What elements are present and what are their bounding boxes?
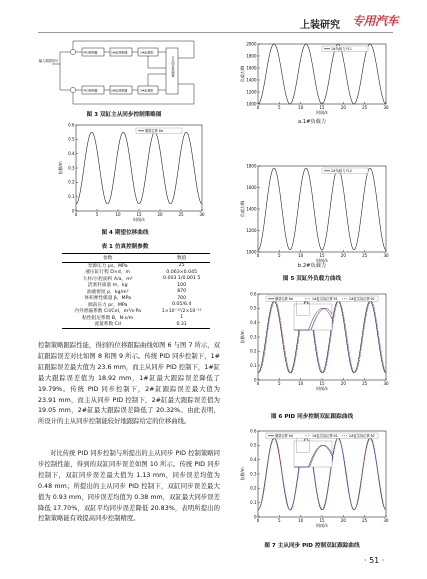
table-cell: 流量系数 Cd [62, 321, 153, 328]
x-axis-label: 时间/s [316, 523, 328, 528]
x-tick-label: 5 [95, 212, 99, 217]
y-axis-label: 负载力/N [240, 200, 245, 218]
x-tick-label: 25 [362, 518, 368, 523]
y-tick-label: 1400 [246, 206, 257, 212]
y-tick-label: 1600 [246, 184, 257, 190]
x-tick-label: 15 [319, 105, 325, 110]
y-tick-label: 0.4 [68, 151, 75, 157]
x-tick-label: 25 [362, 381, 368, 386]
series-line-load [258, 168, 386, 250]
y-tick-label: 0.6 [250, 291, 257, 297]
table-cell: 泵源压力 ps，MPa [87, 263, 128, 269]
legend-label: 1#缸实际位移 θ1 [312, 297, 338, 301]
y-tick-label: 0 [71, 208, 75, 214]
table-cell: 100 [177, 282, 187, 288]
table-header-row [62, 254, 210, 263]
fig5b-chart [232, 160, 392, 266]
y-tick-label: 0.4 [250, 320, 257, 326]
x-tick-label: 30 [383, 105, 389, 110]
y-tick-label: 0.1 [250, 363, 257, 369]
x-tick-label: 0 [256, 105, 260, 110]
legend-label: 1#缸实际位移 θ1 [312, 434, 338, 438]
table-row [62, 321, 210, 328]
x-tick-label: 10 [298, 381, 304, 386]
x-tick-label: 30 [383, 518, 389, 523]
y-tick-label: 1200 [246, 227, 257, 233]
x-tick-label: 20 [340, 253, 346, 258]
y-tick-label: 0.6 [250, 428, 257, 434]
x-tick-label: 20 [340, 105, 346, 110]
x-tick-label: 5 [278, 253, 281, 258]
x-tick-label: 5 [278, 518, 281, 523]
y-tick-label: 1000 [246, 249, 257, 255]
y-tick-label: 0.5 [250, 305, 257, 311]
x-tick-label: 5 [278, 381, 281, 386]
table-cell: 870 [177, 289, 187, 295]
fig5a-subcaption: a.1#负载力 [297, 119, 327, 125]
x-tick-label: 0 [256, 253, 260, 258]
table-cell: 内外泄漏系数 Cil/Cel，m³/s·Pa [74, 309, 142, 315]
fig6-chart [232, 288, 392, 394]
x-axis-label: 时间/s [316, 110, 328, 115]
series-line-desired [76, 132, 202, 204]
table-cell: 1×10⁻¹²/2×10⁻¹² [161, 308, 202, 314]
x-tick-label: 20 [340, 518, 346, 523]
table-row [62, 262, 210, 269]
y-tick-label: 0.1 [250, 500, 257, 506]
legend-label: 期望位移 θd [145, 129, 163, 133]
section-title: 上装研究 [300, 20, 340, 31]
x-tick-label: 15 [319, 381, 325, 386]
y-tick-label: 0.6 [68, 122, 75, 128]
page-number: · 51 · [364, 556, 385, 565]
y-tick-label: 1600 [246, 65, 257, 71]
fig3-block-4: PID控制器 [83, 88, 98, 93]
fig3-block-1: PID控制器 [83, 50, 98, 55]
x-tick-label: 15 [319, 518, 325, 523]
header-rule [38, 32, 393, 33]
table-row [62, 308, 210, 315]
x-tick-label: 5 [278, 105, 281, 110]
y-tick-label: 0.1 [68, 194, 75, 200]
table-cell: 大杆/小腔面积 A/a，m² [82, 276, 133, 282]
fig3-block-3: 1#缸模型 [140, 50, 154, 55]
zoom-inset [294, 441, 332, 467]
params-table [62, 253, 210, 329]
y-tick-label: 0 [253, 514, 257, 520]
zoom-inset [294, 304, 332, 330]
fig3-block-5: 2#缸控制器 [111, 88, 128, 93]
table-cell: 0.31 [153, 321, 210, 328]
y-tick-label: 0.2 [250, 485, 257, 491]
legend-label: 期望位移 θd [275, 297, 293, 301]
x-tick-label: 0 [256, 518, 260, 523]
fig3-input-label: 输入期望信号 [39, 59, 59, 63]
x-tick-label: 0 [256, 381, 260, 386]
x-tick-label: 10 [298, 518, 304, 523]
fig5-caption: 图 5 双缸外负载力曲线 [282, 276, 342, 282]
y-axis-label: 负载力/N [240, 65, 245, 83]
x-tick-label: 20 [340, 381, 346, 386]
y-tick-label: 2000 [246, 41, 257, 47]
table-cell: 油液密度 ρ，kg/m³ [86, 289, 129, 295]
y-tick-label: 0.5 [68, 136, 75, 142]
table-cell: 25 [178, 263, 185, 269]
x-tick-label: 25 [178, 212, 184, 217]
x-tick-label: 0 [74, 212, 78, 217]
fig3-caption: 图 3 双缸主从同步控制策略图 [86, 112, 162, 118]
x-tick-label: 10 [298, 105, 304, 110]
table-cell: 1 [180, 315, 184, 321]
legend-label: 1#负载力 FL1 [331, 47, 352, 51]
table-cell: 液压缸行程 D×d，m [85, 270, 131, 276]
x-tick-label: 30 [383, 253, 389, 258]
fig5b-subcaption: b.2#负载力 [297, 263, 327, 269]
y-tick-label: 0.2 [68, 179, 75, 185]
series-line-load [258, 44, 386, 104]
x-tick-label: 10 [298, 253, 304, 258]
legend-label: 2#负载力 FL2 [331, 169, 352, 173]
x-axis-label: 时间/s [316, 386, 328, 391]
y-tick-label: 0.2 [250, 348, 257, 354]
y-tick-label: 1800 [246, 163, 257, 169]
x-tick-label: 25 [362, 253, 368, 258]
fig5a-chart [232, 38, 392, 124]
fig7-caption: 图 7 主从同步 PID 控制双缸跟踪曲线 [264, 543, 360, 549]
table-cell: 0.05/6.4 [171, 302, 192, 308]
x-tick-label: 10 [115, 212, 121, 217]
y-axis-label: 位移/m [240, 330, 245, 344]
fig3-block-7: 主从同步控制器 [171, 56, 175, 77]
legend-label: 2#缸实际位移 θ2 [349, 297, 375, 301]
x-tick-label: 30 [199, 212, 205, 217]
fig4-caption: 图 4 期望位移曲线 [101, 230, 149, 236]
y-tick-label: 1800 [246, 53, 257, 59]
x-tick-label: 20 [157, 212, 163, 217]
legend-label: 2#缸实际位移 θ2 [349, 434, 375, 438]
legend-label: 期望位移 θd [275, 434, 293, 438]
y-tick-label: 0.5 [250, 442, 257, 448]
body-paragraph-2: 对比传统 PID 同步控制与所提出的主从同步 PID 控制策略同步控制性能，得到的双缸同步误差如图 10 所示。传统 PID 同步控制下，双缸同步误差最大值为 1.13 mm，同步误差均值为 0.48 mm；所提出的主从同步 PID 控制下，双缸同步误差最大值为 0.93 mm，同步误差均值为 0.38 mm，双缸最大同步误差降低 17.70%，双缸平均同步误差降低 20.83%，表明所提出的控制策略能有效提高同步控制精度。 [38, 450, 220, 523]
table-cell: 阀前压力 pr，MPa [87, 302, 128, 308]
y-axis-label: 位移/m [240, 467, 245, 481]
table-cell: 活塞杆质量 m，kg [87, 283, 128, 289]
y-axis-label: 位移/m [58, 161, 63, 175]
table-header-value: 数值 [153, 254, 210, 263]
magazine-logo: 专用汽车 [352, 14, 399, 28]
fig3-diagram [38, 38, 210, 110]
fig6-caption: 图 6 PID 同步控制双缸跟踪曲线 [270, 414, 354, 420]
y-tick-label: 1200 [246, 89, 257, 95]
x-axis-label: 时间/s [316, 258, 328, 263]
x-tick-label: 25 [362, 105, 368, 110]
x-tick-label: 30 [383, 381, 389, 386]
x-tick-label: 15 [319, 253, 325, 258]
table-cell: 粘性阻尼系数 B，N·s/m [82, 315, 134, 321]
body-paragraph-1: 控制策略跟踪性能，得到的位移跟踪曲线如图 6 与图 7 所示，双缸跟踪误差对比如图 8 和图 9 所示。传统 PID 同步控制下，1#缸跟踪误差最大值为 23.6 mm，而主从同步 PID 控制下，1#缸最大跟踪误差值为 18.92 mm，1#缸最大跟踪误差降低了 19.79%。传统 PID 同步控制下，2#缸跟踪误差最大值为 23.91 mm，而主从同步 PID 控制下，2#缸最大跟踪误差值为 19.05 mm，2#缸最大跟踪误差降低了 20.32%。由此表明，所设计的主从同步控制能较好地跟踪给定的位移曲线。 [38, 342, 220, 426]
fig7-chart [232, 425, 392, 533]
y-tick-label: 0.3 [68, 165, 75, 171]
table-cell: 体积弹性模量 β，MPa [84, 296, 132, 302]
table1-caption: 表 1 仿真控制参数 [101, 244, 149, 250]
fig3-block-6: 2#缸模型 [140, 88, 154, 93]
y-tick-label: 1000 [246, 101, 257, 107]
table-cell: 0.003 1/0.001 5 [162, 276, 201, 282]
y-tick-label: 0 [253, 377, 257, 383]
x-tick-label: 15 [136, 212, 142, 217]
fig3-block-2: 1#缸控制器 [111, 50, 128, 55]
plot-frame [258, 166, 386, 252]
table-cell: 700 [177, 295, 187, 301]
fig4-chart [50, 119, 208, 226]
y-tick-label: 0.3 [250, 471, 257, 477]
y-tick-label: 0.4 [250, 457, 257, 463]
table-header-param: 参数 [62, 254, 153, 263]
y-tick-label: 1400 [246, 77, 257, 83]
table-cell: 0.063×0.045 [166, 269, 198, 275]
x-axis-label: 时间/s [133, 217, 145, 222]
y-tick-label: 0.3 [250, 334, 257, 340]
plot-frame [258, 44, 386, 104]
